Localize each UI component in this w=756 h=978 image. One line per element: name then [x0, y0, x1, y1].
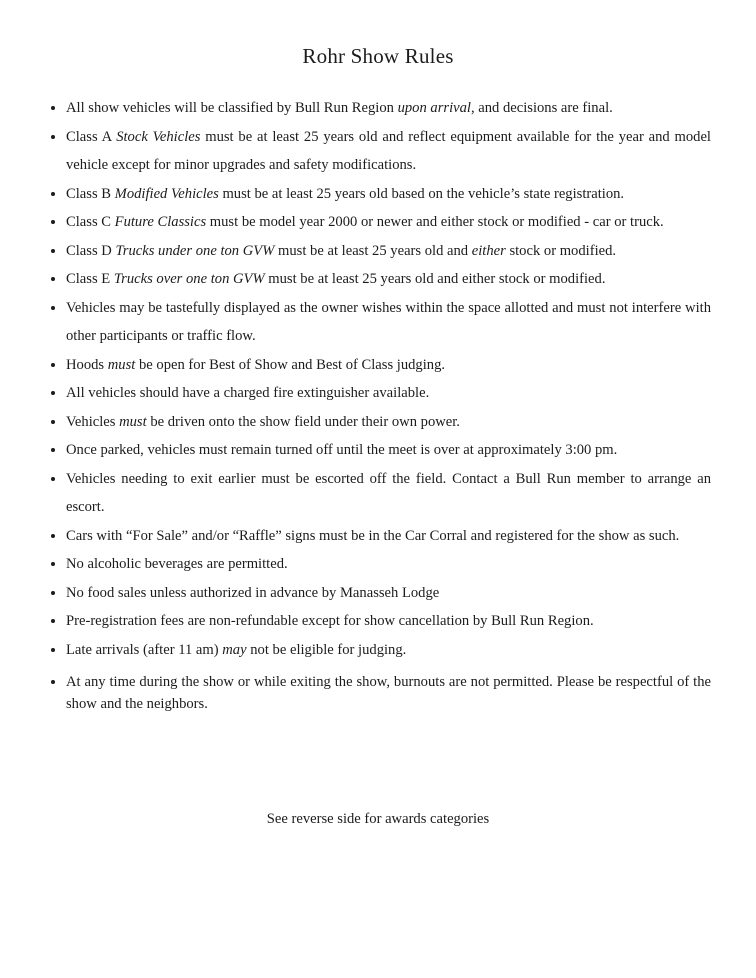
rule-text-italic: Trucks over one ton GVW: [113, 271, 265, 287]
rule-item: [66, 408, 711, 437]
rule-item: [66, 294, 711, 351]
rule-text-italic: may: [222, 641, 247, 658]
rule-text: Vehicles may be tastefully displayed as the owner wishes within the space allotted and must not interfere with other participants or traffic flow.: [66, 299, 711, 344]
rule-text: be driven onto the show field under their own power.: [146, 413, 460, 430]
rule-text: must be model year 2000 or newer and either stock or modified - car or truck.: [206, 214, 664, 230]
rule-text: At any time during the show or while exiting the show, burnouts are not permitted. Please be respectful of the show and the neighbors.: [66, 674, 711, 712]
rule-text: must be at least 25 years old and reflect equipment available for the year and model vehicle except for minor upgrades and safety modifications.: [66, 128, 711, 173]
rule-text: Late arrivals (after 11 am): [66, 641, 223, 658]
rule-text: must be at least 25 years old and either stock or modified.: [264, 271, 606, 287]
rule-text: All vehicles should have a charged fire extinguisher available.: [66, 385, 430, 401]
rule-text-italic: Stock Vehicles: [116, 128, 201, 145]
rule-text: Vehicles: [66, 413, 120, 430]
rules-list: [0, 94, 711, 715]
footer-note: See reverse side for awards categories: [266, 811, 490, 827]
rule-item: [66, 379, 711, 408]
rule-item: [66, 237, 711, 266]
rule-item: [66, 180, 711, 209]
rule-text: Class D: [66, 242, 116, 259]
rule-item: [66, 465, 711, 522]
rule-text: not be eligible for judging.: [246, 641, 407, 658]
rule-text: must be at least 25 years old and: [274, 242, 472, 259]
rule-item: [66, 636, 711, 665]
rule-text-italic: either: [471, 242, 506, 259]
page-title: Rohr Show Rules: [302, 44, 454, 68]
rule-text-italic: Trucks under one ton GVW: [115, 242, 275, 259]
rule-text: Class E: [66, 271, 114, 287]
rule-text-italic: Modified Vehicles: [114, 185, 219, 202]
rule-text-italic: upon arrival: [397, 100, 471, 116]
rule-text: All show vehicles will be classified by Bull Run Region: [66, 100, 398, 116]
rule-text: , and decisions are final.: [470, 100, 613, 116]
rule-text: No food sales unless authorized in advance by Manasseh Lodge: [66, 584, 440, 601]
rule-text: Class A: [66, 128, 117, 145]
rule-item: [66, 522, 711, 551]
rule-item: [66, 123, 711, 180]
rule-text: Vehicles needing to exit earlier must be escorted off the field. Contact a Bull Run member to arrange an escort.: [66, 470, 711, 515]
rule-text: Class B: [66, 185, 115, 202]
rule-text-italic: must: [107, 356, 136, 373]
rule-text: Hoods: [66, 356, 108, 373]
rule-item: [66, 671, 711, 715]
rule-text: Cars with “For Sale” and/or “Raffle” signs must be in the Car Corral and registered for the show as such.: [66, 527, 680, 544]
rule-text: No alcoholic beverages are permitted.: [66, 556, 288, 572]
rule-item: [66, 94, 711, 123]
rule-text: Once parked, vehicles must remain turned off until the meet is over at approximately 3:00 pm.: [66, 442, 618, 458]
rule-item: [66, 436, 711, 465]
rule-item: [66, 265, 711, 294]
rule-text-italic: must: [119, 413, 147, 430]
rule-item: [66, 550, 711, 579]
rule-item: [66, 579, 711, 608]
rule-item: [66, 607, 711, 636]
rule-item: [66, 208, 711, 237]
rule-text: must be at least 25 years old based on the vehicle’s state registration.: [218, 185, 625, 202]
rule-text: be open for Best of Show and Best of Class judging.: [135, 356, 446, 373]
rule-item: [66, 351, 711, 380]
rule-text: Pre-registration fees are non-refundable except for show cancellation by Bull Run Region.: [66, 613, 594, 629]
rule-text-italic: Future Classics: [114, 214, 207, 230]
rule-text: Class C: [66, 214, 115, 230]
rule-text: stock or modified.: [505, 242, 617, 259]
